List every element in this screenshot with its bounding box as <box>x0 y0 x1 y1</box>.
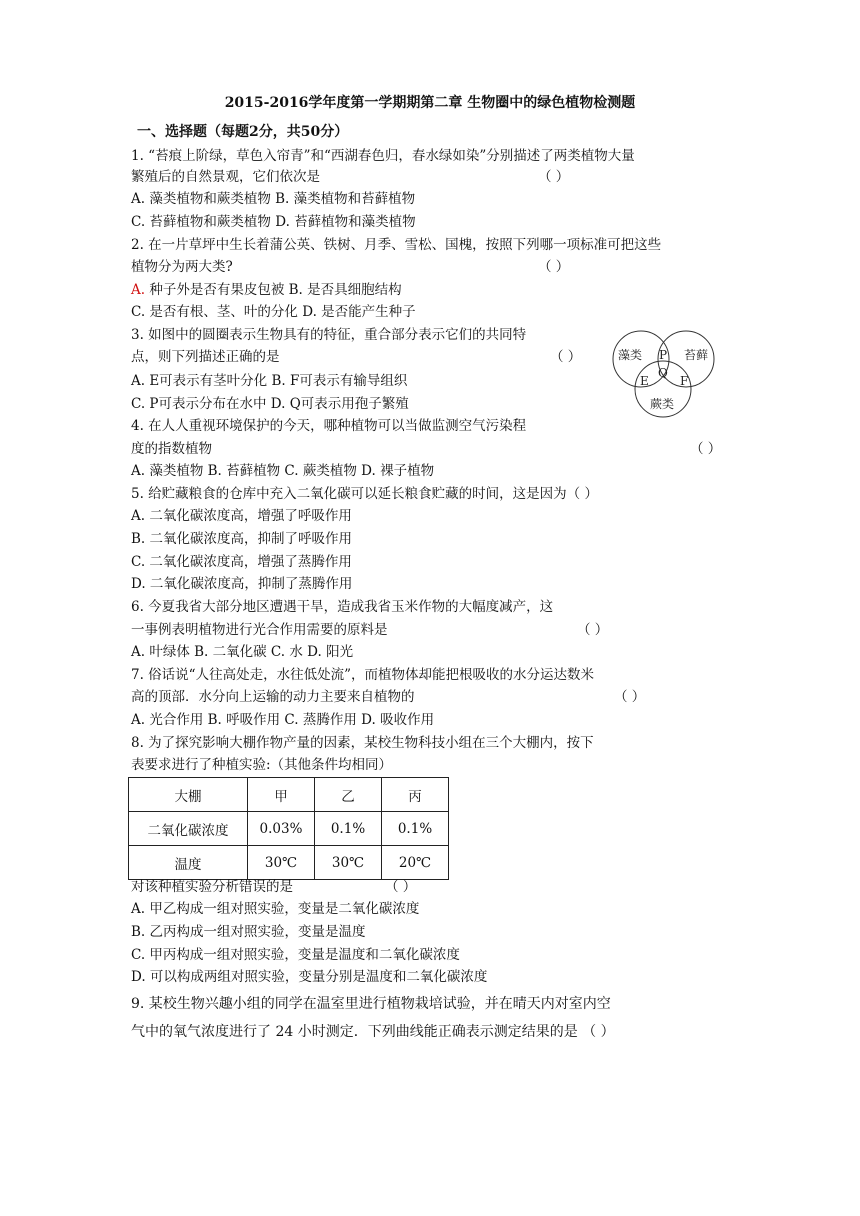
q5-option-c: C. 二氧化碳浓度高，增强了蒸腾作用 <box>131 554 352 570</box>
experiment-table <box>128 777 449 880</box>
q8-stem-line1: 8. 为了探究影响大棚作物产量的因素，某校生物科技小组在三个大棚内，按下 <box>131 735 594 751</box>
q1-answer-paren: （ ） <box>538 169 570 185</box>
table-cell: 20℃ <box>382 846 449 880</box>
q5-option-d: D. 二氧化碳浓度高，抑制了蒸腾作用 <box>131 576 353 592</box>
q2-options-ab <box>131 280 402 300</box>
q1-stem-line1: 1. “苔痕上阶绿，草色入帘青”和“西湖春色归，春水绿如染”分别描述了两类植物大量 <box>131 148 635 164</box>
q8-stem-line3: 对该种植实验分析错误的是 <box>131 879 293 895</box>
q4-stem-line2: 度的指数植物 <box>131 441 212 457</box>
q3-answer-paren: （ ） <box>550 349 582 365</box>
table-cell: 大棚 <box>129 778 248 812</box>
q4-stem-line1: 4. 在人人重视环境保护的今天，哪种植物可以当做监测空气污染程 <box>131 418 527 434</box>
q8-answer-paren: （ ） <box>385 879 417 895</box>
q3-options-ab: A. E可表示有茎叶分化 B. F可表示有输导组织 <box>131 373 408 389</box>
table-row <box>129 812 449 846</box>
q3-stem-line2: 点，则下列描述正确的是 <box>131 349 280 365</box>
q2-option-a-letter: A. <box>131 282 146 298</box>
q3-stem-line1: 3. 如图中的圆圈表示生物具有的特征，重合部分表示它们的共同特 <box>131 327 527 343</box>
q8-option-c: C. 甲丙构成一组对照实验，变量是温度和二氧化碳浓度 <box>131 947 460 963</box>
q1-stem-line2: 繁殖后的自然景观，它们依次是 <box>131 169 320 185</box>
q7-answer-paren: （ ） <box>614 689 646 705</box>
table-cell: 0.1% <box>382 812 449 846</box>
q8-option-b: B. 乙丙构成一组对照实验，变量是温度 <box>131 924 366 940</box>
table-cell: 0.03% <box>248 812 315 846</box>
q2-option-a-text: 种子外是否有果皮包被 B. 是否具细胞结构 <box>145 282 402 298</box>
q2-stem-line1: 2. 在一片草坪中生长着蒲公英、铁树、月季、雪松、国槐，按照下列哪一项标准可把这些 <box>131 237 662 253</box>
q6-stem-line2: 一事例表明植物进行光合作用需要的原料是 <box>131 622 388 638</box>
venn-label-moss: 苔藓 <box>684 348 709 362</box>
venn-diagram <box>596 329 732 421</box>
q7-stem-line2: 高的顶部．水分向上运输的动力主要来自植物的 <box>131 689 415 705</box>
page-title: 2015-2016学年度第一学期期第二章 生物圈中的绿色植物检测题 <box>224 95 636 111</box>
table-cell: 甲 <box>248 778 315 812</box>
table-cell: 乙 <box>315 778 382 812</box>
q8-option-d: D. 可以构成两组对照实验，变量分别是温度和二氧化碳浓度 <box>131 969 488 985</box>
q7-stem-line1: 7. 俗话说“人往高处走，水往低处流”，而植物体却能把根吸收的水分运达数米 <box>131 667 594 683</box>
q1-options-cd: C. 苔藓植物和蕨类植物 D. 苔藓植物和藻类植物 <box>131 214 416 230</box>
table-cell: 丙 <box>382 778 449 812</box>
table-cell: 二氧化碳浓度 <box>129 812 248 846</box>
q6-stem-line1: 6. 今夏我省大部分地区遭遇干旱，造成我省玉米作物的大幅度减产，这 <box>131 599 554 615</box>
q5-option-b: B. 二氧化碳浓度高，抑制了呼吸作用 <box>131 531 353 547</box>
venn-label-e: E <box>640 374 649 388</box>
q8-stem-line2: 表要求进行了种植实验:（其他条件均相同） <box>131 757 393 773</box>
table-row <box>129 778 449 812</box>
table-cell: 30℃ <box>315 846 382 880</box>
section-heading: 一、选择题（每题2分，共50分） <box>137 124 349 140</box>
q4-answer-paren: （ ） <box>690 441 722 457</box>
venn-label-algae: 藻类 <box>618 348 643 362</box>
q4-options: A. 藻类植物 B. 苔藓植物 C. 蕨类植物 D. 裸子植物 <box>131 463 435 479</box>
q6-options: A. 叶绿体 B. 二氧化碳 C. 水 D. 阳光 <box>131 644 354 660</box>
q2-stem-line2: 植物分为两大类? <box>131 259 233 275</box>
q5-option-a: A. 二氧化碳浓度高，增强了呼吸作用 <box>131 508 352 524</box>
table-cell: 30℃ <box>248 846 315 880</box>
q9-stem-line1: 9. 某校生物兴趣小组的同学在温室里进行植物栽培试验，并在晴天内对室内空 <box>131 996 611 1012</box>
table-row <box>129 846 449 880</box>
venn-label-p: P <box>659 348 668 362</box>
q2-options-cd: C. 是否有根、茎、叶的分化 D. 是否能产生种子 <box>131 304 416 320</box>
q6-answer-paren: （ ） <box>577 622 609 638</box>
venn-label-q: Q <box>658 366 668 380</box>
q9-stem-line2: 气中的氧气浓度进行了 24 小时测定．下列曲线能正确表示测定结果的是 （ ） <box>131 1024 615 1040</box>
q2-answer-paren: （ ） <box>538 259 570 275</box>
q1-options-ab: A. 藻类植物和蕨类植物 B. 藻类植物和苔藓植物 <box>131 191 416 207</box>
q8-option-a: A. 甲乙构成一组对照实验，变量是二氧化碳浓度 <box>131 901 420 917</box>
venn-label-f: F <box>680 374 689 388</box>
q7-options: A. 光合作用 B. 呼吸作用 C. 蒸腾作用 D. 吸收作用 <box>131 712 435 728</box>
table-cell: 温度 <box>129 846 248 880</box>
table-cell: 0.1% <box>315 812 382 846</box>
q5-stem: 5. 给贮藏粮食的仓库中充入二氧化碳可以延长粮食贮藏的时间，这是因为（ ） <box>131 486 598 502</box>
q3-options-cd: C. P可表示分布在水中 D. Q可表示用孢子繁殖 <box>131 396 409 412</box>
venn-label-fern: 蕨类 <box>650 397 675 411</box>
